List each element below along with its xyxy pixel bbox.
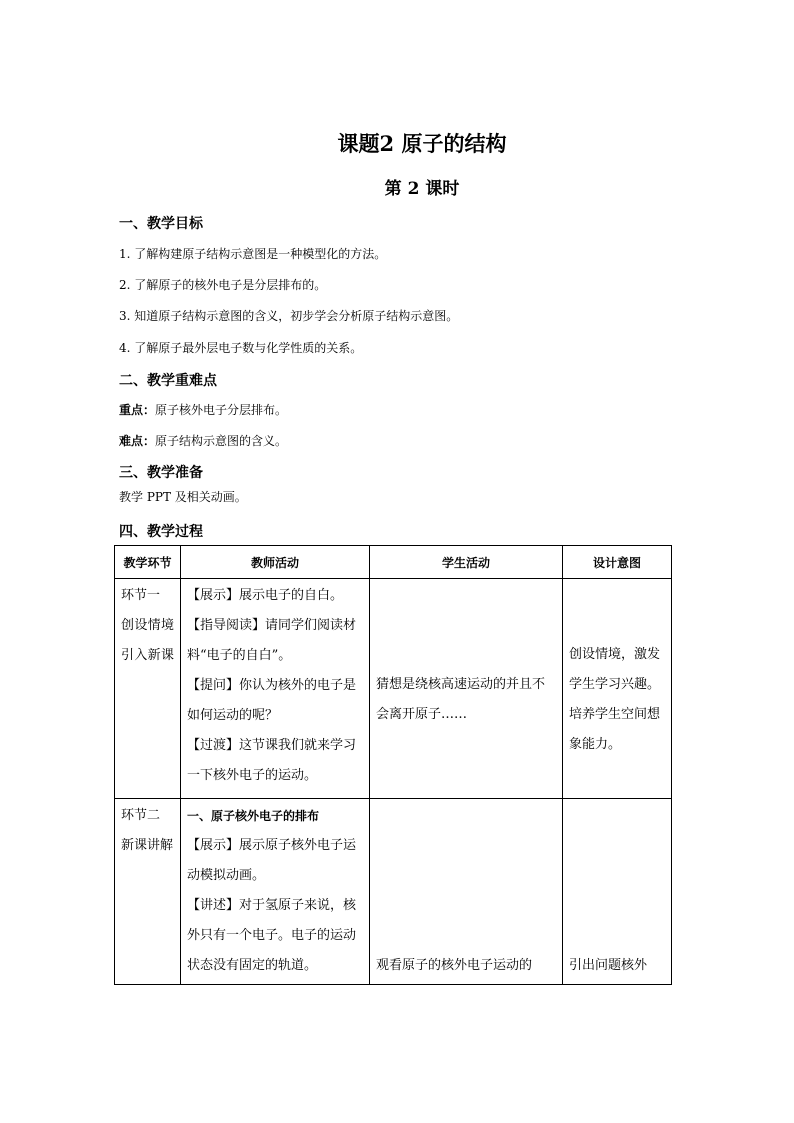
- document-title: 课题2 原子的结构: [337, 131, 507, 156]
- teacher-activity: 【讲述】对于氢原子来说，核外只有一个电子。电子的运动状态没有固定的轨道。: [187, 898, 357, 973]
- design-intent: 引出问题核外: [569, 958, 648, 973]
- teacher-activity: 【指导阅读】请同学们阅读材料“电子的自白”。: [187, 618, 357, 663]
- table-row: [115, 579, 672, 799]
- stage-line: 新课讲解: [121, 838, 174, 853]
- header-teacher: 教师活动: [181, 546, 370, 579]
- difficult-point-label: 难点：: [119, 434, 156, 448]
- difficult-point-text: 原子结构示意图的含义。: [155, 434, 288, 448]
- table-header-row: [115, 546, 672, 579]
- difficult-point: [119, 432, 287, 449]
- prep-text: 教学 PPT 及相关动画。: [119, 490, 247, 504]
- teacher-activity-cell: [181, 579, 370, 799]
- student-activity-cell: [370, 579, 563, 799]
- header-intent: 设计意图: [563, 546, 672, 579]
- design-intent: 创设情境，激发学生学习兴趣。培养学生空间想象能力。: [569, 647, 661, 752]
- teacher-activity: 【展示】展示原子核外电子运动模拟动画。: [187, 838, 357, 883]
- section-heading-keypoints: 二、教学重难点: [119, 373, 217, 389]
- section-heading-process: 四、教学过程: [119, 524, 203, 540]
- table-row: [115, 799, 672, 985]
- stage-cell: [115, 579, 181, 799]
- stage-line: 环节二: [121, 808, 161, 823]
- teacher-activity: 【过渡】这节课我们就来学习一下核外电子的运动。: [187, 738, 357, 783]
- student-activity: 观看原子的核外电子运动的: [376, 958, 533, 973]
- document-subtitle: 第 2 课时: [384, 179, 460, 199]
- header-stage: 教学环节: [115, 546, 181, 579]
- teaching-process-table: [114, 545, 672, 985]
- teacher-activity-title: 一、原子核外电子的排布: [187, 809, 320, 823]
- stage-cell: [115, 799, 181, 985]
- teacher-activity: 【提问】你认为核外的电子是如何运动的呢？: [187, 678, 357, 723]
- stage-line: 引入新课: [121, 648, 174, 663]
- stage-line: 创设情境: [121, 618, 174, 633]
- section-heading-goals: 一、教学目标: [119, 216, 203, 232]
- key-point-label: 重点：: [119, 403, 156, 417]
- goal-item: 4. 了解原子最外层电子数与化学性质的关系。: [119, 341, 363, 355]
- design-intent-cell: [563, 799, 672, 985]
- section-heading-prep: 三、教学准备: [119, 465, 203, 481]
- header-student: 学生活动: [370, 546, 563, 579]
- goal-item: 3. 知道原子结构示意图的含义，初步学会分析原子结构示意图。: [119, 309, 459, 323]
- student-activity: 猜想是绕核高速运动的并且不会离开原子……: [376, 677, 546, 722]
- key-point: [119, 401, 287, 418]
- teacher-activity: 【展示】展示电子的自白。: [187, 588, 344, 603]
- goal-item: 1. 了解构建原子结构示意图是一种模型化的方法。: [119, 247, 387, 261]
- goal-item: 2. 了解原子的核外电子是分层排布的。: [119, 278, 327, 292]
- student-activity-cell: [370, 799, 563, 985]
- teacher-activity-cell: [181, 799, 370, 985]
- key-point-text: 原子核外电子分层排布。: [155, 403, 288, 417]
- design-intent-cell: [563, 579, 672, 799]
- stage-line: 环节一: [121, 588, 161, 603]
